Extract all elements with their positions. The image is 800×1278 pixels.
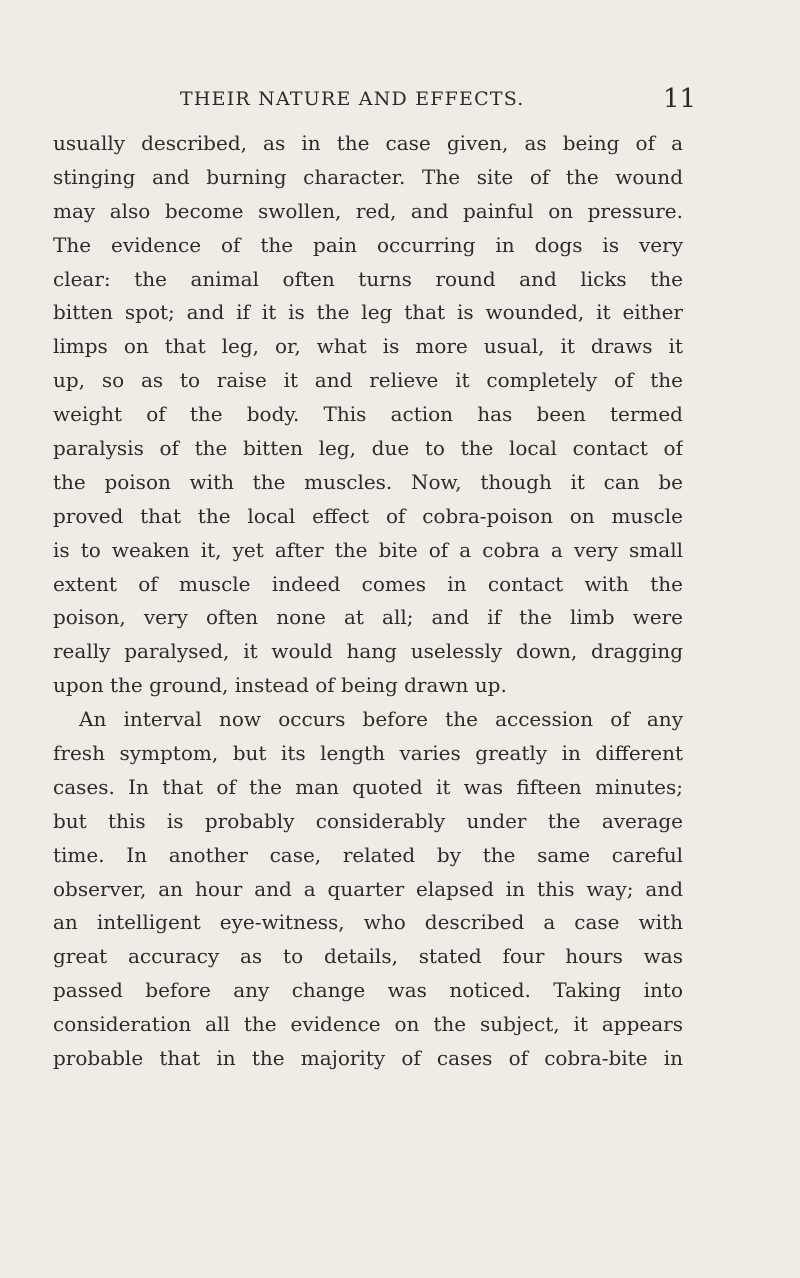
text-line: An interval now occurs before the accession of any	[79, 707, 683, 732]
text-line: upon the ground, instead of being drawn up.	[53, 673, 507, 698]
text-line: stinging and burning character. The site of the wound	[53, 164, 683, 189]
text-line: usually described, as in the case given, as being of a	[53, 131, 683, 155]
text-line: observer, an hour and a quarter elapsed in this way; and	[53, 876, 683, 901]
text-line: weight of the body. This action has been termed	[53, 402, 683, 427]
text-line: cases. In that of the man quoted it was fifteen minutes;	[53, 774, 683, 799]
text-line: bitten spot; and if it is the leg that is wounded, it either	[53, 300, 683, 325]
text-line: the poison with the muscles. Now, though it can be	[53, 469, 683, 494]
text-line: limps on that leg, or, what is more usual, it draws it	[53, 334, 683, 359]
text-line: great accuracy as to details, stated four hours was	[53, 944, 683, 969]
text-line: paralysis of the bitten leg, due to the local contact of	[53, 436, 683, 461]
text-line: may also become swollen, red, and painful on pressure.	[53, 198, 683, 223]
text-line: The evidence of the pain occurring in dogs is very	[53, 232, 683, 257]
body-text	[53, 127, 683, 1076]
running-title: THEIR NATURE AND EFFECTS.	[180, 88, 525, 110]
text-line: time. In another case, related by the same careful	[53, 842, 683, 867]
text-line: passed before any change was noticed. Taking into	[53, 978, 683, 1003]
page-number: 11	[663, 84, 697, 114]
text-line: but this is probably considerably under the average	[53, 808, 683, 833]
text-line: is to weaken it, yet after the bite of a cobra a very small	[53, 537, 683, 562]
text-line: extent of muscle indeed comes in contact with the	[53, 571, 683, 596]
text-line: really paralysed, it would hang uselessly down, dragging	[53, 639, 683, 664]
text-line: up, so as to raise it and relieve it completely of the	[53, 368, 683, 393]
text-line: clear: the animal often turns round and licks the	[53, 266, 683, 291]
text-line: poison, very often none at all; and if the limb were	[53, 605, 683, 630]
text-line: consideration all the evidence on the subject, it appears	[53, 1012, 683, 1037]
running-head	[0, 86, 800, 116]
text-line: proved that the local effect of cobra-poison on muscle	[53, 503, 683, 528]
text-line: fresh symptom, but its length varies greatly in different	[53, 741, 683, 766]
text-line: probable that in the majority of cases of cobra-bite in	[53, 1046, 683, 1071]
text-line: an intelligent eye-witness, who described a case with	[53, 910, 683, 935]
